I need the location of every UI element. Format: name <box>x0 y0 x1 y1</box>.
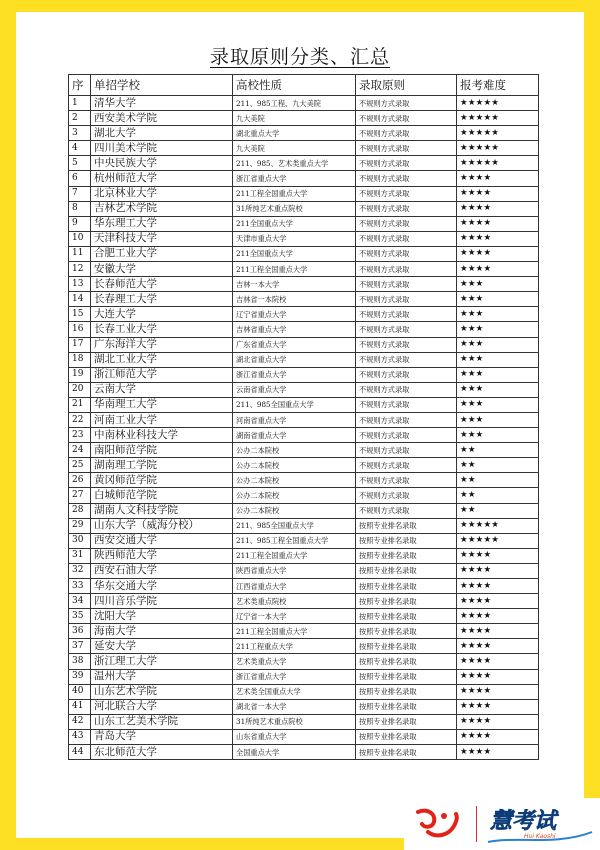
school-nature: 211全国重点大学 <box>233 246 356 261</box>
table-row <box>69 292 539 307</box>
difficulty-stars: ★★★ <box>457 322 539 337</box>
school-name: 四川音乐学院 <box>91 594 233 609</box>
hui-kaoshi-logo <box>486 802 596 846</box>
admission-rule: 按照专业排名录取 <box>356 729 457 744</box>
row-index: 6 <box>69 171 91 186</box>
school-nature: 九大美院 <box>233 111 356 126</box>
school-nature: 31所纯艺术重点院校 <box>233 714 356 729</box>
admission-rule: 不规则方式录取 <box>356 307 457 322</box>
table-row <box>69 216 539 231</box>
school-name: 吉林艺术学院 <box>91 201 233 216</box>
table-row <box>69 397 539 412</box>
school-name: 西安交通大学 <box>91 533 233 548</box>
school-name: 青岛大学 <box>91 729 233 744</box>
school-name: 浙江师范大学 <box>91 367 233 382</box>
row-index: 15 <box>69 307 91 322</box>
school-nature: 辽宁省一本大学 <box>233 609 356 624</box>
school-name: 湖北大学 <box>91 126 233 141</box>
school-name: 湖南理工学院 <box>91 458 233 473</box>
school-name: 华东理工大学 <box>91 216 233 231</box>
difficulty-stars: ★★★★ <box>457 609 539 624</box>
table-row <box>69 412 539 427</box>
school-nature: 211、985工程全国重点大学 <box>233 533 356 548</box>
red-emblem-icon <box>414 804 462 844</box>
difficulty-stars: ★★★★ <box>457 654 539 669</box>
difficulty-stars: ★★★ <box>457 352 539 367</box>
school-nature: 公办二本院校 <box>233 473 356 488</box>
row-index: 44 <box>69 745 91 760</box>
table-row <box>69 473 539 488</box>
admission-rule: 不规则方式录取 <box>356 488 457 503</box>
row-index: 9 <box>69 216 91 231</box>
header-rule: 录取原则 <box>356 75 457 96</box>
row-index: 27 <box>69 488 91 503</box>
admission-rule: 不规则方式录取 <box>356 367 457 382</box>
admission-rule: 不规则方式录取 <box>356 322 457 337</box>
difficulty-stars: ★★ <box>457 458 539 473</box>
admission-rule: 不规则方式录取 <box>356 458 457 473</box>
school-name: 合肥工业大学 <box>91 246 233 261</box>
row-index: 41 <box>69 699 91 714</box>
school-nature: 211、985全国重点大学 <box>233 518 356 533</box>
admission-table <box>68 74 539 760</box>
difficulty-stars: ★★★★★ <box>457 518 539 533</box>
school-name: 中南林业科技大学 <box>91 428 233 443</box>
school-nature: 吉林一本大学 <box>233 277 356 292</box>
row-index: 39 <box>69 669 91 684</box>
school-nature: 公办二本院校 <box>233 443 356 458</box>
school-nature: 艺术类重点院校 <box>233 594 356 609</box>
school-name: 海南大学 <box>91 624 233 639</box>
admission-rule: 按照专业排名录取 <box>356 639 457 654</box>
row-index: 21 <box>69 397 91 412</box>
table-row <box>69 533 539 548</box>
admission-rule: 不规则方式录取 <box>356 111 457 126</box>
school-name: 华南理工大学 <box>91 397 233 412</box>
difficulty-stars: ★★★★ <box>457 579 539 594</box>
admission-rule: 不规则方式录取 <box>356 126 457 141</box>
admission-rule: 不规则方式录取 <box>356 141 457 156</box>
school-name: 天津科技大学 <box>91 231 233 246</box>
table-row <box>69 699 539 714</box>
admission-rule: 按照专业排名录取 <box>356 563 457 578</box>
school-name: 浙江理工大学 <box>91 654 233 669</box>
admission-rule: 不规则方式录取 <box>356 292 457 307</box>
school-name: 长春工业大学 <box>91 322 233 337</box>
header-school: 单招学校 <box>91 75 233 96</box>
table-row <box>69 548 539 563</box>
school-name: 山东艺术学院 <box>91 684 233 699</box>
row-index: 25 <box>69 458 91 473</box>
row-index: 35 <box>69 609 91 624</box>
school-nature: 九大美院 <box>233 141 356 156</box>
school-name: 大连大学 <box>91 307 233 322</box>
table-row <box>69 111 539 126</box>
admission-rule: 不规则方式录取 <box>356 473 457 488</box>
admission-rule: 按照专业排名录取 <box>356 609 457 624</box>
table-row <box>69 337 539 352</box>
school-nature: 浙江省重点大学 <box>233 367 356 382</box>
row-index: 3 <box>69 126 91 141</box>
table-header-row <box>69 75 539 96</box>
admission-rule: 按照专业排名录取 <box>356 533 457 548</box>
admission-rule: 不规则方式录取 <box>356 352 457 367</box>
logo-separator <box>476 806 477 842</box>
difficulty-stars: ★★★★★ <box>457 141 539 156</box>
difficulty-stars: ★★ <box>457 443 539 458</box>
table-row <box>69 639 539 654</box>
difficulty-stars: ★★★★★ <box>457 126 539 141</box>
school-name: 北京林业大学 <box>91 186 233 201</box>
admission-rule: 不规则方式录取 <box>356 503 457 518</box>
table-row <box>69 262 539 277</box>
table-body <box>69 96 539 760</box>
table-row <box>69 201 539 216</box>
difficulty-stars: ★★ <box>457 473 539 488</box>
table-row <box>69 428 539 443</box>
table-row <box>69 729 539 744</box>
admission-rule: 不规则方式录取 <box>356 412 457 427</box>
row-index: 4 <box>69 141 91 156</box>
row-index: 17 <box>69 337 91 352</box>
admission-rule: 不规则方式录取 <box>356 96 457 111</box>
table-row <box>69 246 539 261</box>
row-index: 13 <box>69 277 91 292</box>
table-row <box>69 443 539 458</box>
row-index: 22 <box>69 412 91 427</box>
school-nature: 江西省重点大学 <box>233 579 356 594</box>
row-index: 23 <box>69 428 91 443</box>
table-row <box>69 714 539 729</box>
logo-brand-text: 慧考试 <box>490 809 557 834</box>
row-index: 14 <box>69 292 91 307</box>
row-index: 28 <box>69 503 91 518</box>
difficulty-stars: ★★★★ <box>457 699 539 714</box>
table-row <box>69 96 539 111</box>
difficulty-stars: ★★★★ <box>457 246 539 261</box>
row-index: 33 <box>69 579 91 594</box>
admission-rule: 不规则方式录取 <box>356 428 457 443</box>
table-row <box>69 126 539 141</box>
table-row <box>69 684 539 699</box>
admission-rule: 按照专业排名录取 <box>356 669 457 684</box>
table-row <box>69 141 539 156</box>
table-row <box>69 367 539 382</box>
table-row <box>69 594 539 609</box>
admission-rule: 不规则方式录取 <box>356 443 457 458</box>
table-row <box>69 277 539 292</box>
difficulty-stars: ★★★ <box>457 412 539 427</box>
table-row <box>69 518 539 533</box>
admission-rule: 不规则方式录取 <box>356 262 457 277</box>
difficulty-stars: ★★★★ <box>457 563 539 578</box>
row-index: 26 <box>69 473 91 488</box>
difficulty-stars: ★★★★ <box>457 714 539 729</box>
table-row <box>69 352 539 367</box>
row-index: 34 <box>69 594 91 609</box>
school-name: 湖南人文科技学院 <box>91 503 233 518</box>
school-name: 河南工业大学 <box>91 412 233 427</box>
difficulty-stars: ★★★★ <box>457 684 539 699</box>
admission-rule: 按照专业排名录取 <box>356 594 457 609</box>
school-nature: 全国重点大学 <box>233 745 356 760</box>
table-row <box>69 307 539 322</box>
table-row <box>69 186 539 201</box>
school-nature: 公办二本院校 <box>233 503 356 518</box>
difficulty-stars: ★★★★★ <box>457 96 539 111</box>
table-row <box>69 503 539 518</box>
school-name: 西安美术学院 <box>91 111 233 126</box>
header-nature: 高校性质 <box>233 75 356 96</box>
school-nature: 浙江省重点大学 <box>233 171 356 186</box>
brand-logo-area <box>404 798 600 850</box>
difficulty-stars: ★★ <box>457 503 539 518</box>
school-name: 温州大学 <box>91 669 233 684</box>
school-nature: 陕西省重点大学 <box>233 563 356 578</box>
school-name: 山东工艺美术学院 <box>91 714 233 729</box>
row-index: 5 <box>69 156 91 171</box>
school-name: 西安石油大学 <box>91 563 233 578</box>
difficulty-stars: ★★★ <box>457 337 539 352</box>
table-row <box>69 669 539 684</box>
difficulty-stars: ★★★★ <box>457 171 539 186</box>
difficulty-stars: ★★★★ <box>457 745 539 760</box>
difficulty-stars: ★★ <box>457 488 539 503</box>
difficulty-stars: ★★★ <box>457 382 539 397</box>
logo-sub-text: Hui Kaoshi <box>524 833 556 840</box>
difficulty-stars: ★★★ <box>457 428 539 443</box>
row-index: 42 <box>69 714 91 729</box>
difficulty-stars: ★★★★ <box>457 231 539 246</box>
row-index: 32 <box>69 563 91 578</box>
difficulty-stars: ★★★★ <box>457 216 539 231</box>
admission-rule: 不规则方式录取 <box>356 397 457 412</box>
row-index: 30 <box>69 533 91 548</box>
school-name: 东北师范大学 <box>91 745 233 760</box>
difficulty-stars: ★★★ <box>457 307 539 322</box>
school-name: 南阳师范学院 <box>91 443 233 458</box>
table-row <box>69 156 539 171</box>
school-nature: 吉林省一本院校 <box>233 292 356 307</box>
difficulty-stars: ★★★ <box>457 277 539 292</box>
difficulty-stars: ★★★★ <box>457 186 539 201</box>
row-index: 40 <box>69 684 91 699</box>
difficulty-stars: ★★★ <box>457 367 539 382</box>
row-index: 20 <box>69 382 91 397</box>
row-index: 31 <box>69 548 91 563</box>
difficulty-stars: ★★★★ <box>457 669 539 684</box>
school-name: 长春师范大学 <box>91 277 233 292</box>
admission-rule: 不规则方式录取 <box>356 156 457 171</box>
school-nature: 天津市重点大学 <box>233 231 356 246</box>
difficulty-stars: ★★★★ <box>457 624 539 639</box>
admission-rule: 不规则方式录取 <box>356 216 457 231</box>
row-index: 29 <box>69 518 91 533</box>
school-nature: 艺术类全国重点大学 <box>233 684 356 699</box>
admission-rule: 不规则方式录取 <box>356 231 457 246</box>
school-nature: 211工程全国重点大学 <box>233 548 356 563</box>
row-index: 18 <box>69 352 91 367</box>
document-page <box>16 12 584 838</box>
admission-rule: 不规则方式录取 <box>356 201 457 216</box>
table-row <box>69 609 539 624</box>
row-index: 12 <box>69 262 91 277</box>
row-index: 43 <box>69 729 91 744</box>
school-name: 杭州师范大学 <box>91 171 233 186</box>
admission-rule: 按照专业排名录取 <box>356 624 457 639</box>
row-index: 1 <box>69 96 91 111</box>
row-index: 10 <box>69 231 91 246</box>
admission-rule: 按照专业排名录取 <box>356 548 457 563</box>
admission-rule: 按照专业排名录取 <box>356 684 457 699</box>
school-name: 黄冈师范学院 <box>91 473 233 488</box>
row-index: 24 <box>69 443 91 458</box>
table-row <box>69 171 539 186</box>
difficulty-stars: ★★★★ <box>457 639 539 654</box>
row-index: 2 <box>69 111 91 126</box>
difficulty-stars: ★★★ <box>457 397 539 412</box>
school-name: 河北联合大学 <box>91 699 233 714</box>
school-nature: 湖南省重点大学 <box>233 428 356 443</box>
header-index: 序 <box>69 75 91 96</box>
difficulty-stars: ★★★★ <box>457 729 539 744</box>
row-index: 37 <box>69 639 91 654</box>
school-name: 华东交通大学 <box>91 579 233 594</box>
admission-rule: 不规则方式录取 <box>356 382 457 397</box>
row-index: 36 <box>69 624 91 639</box>
school-name: 四川美术学院 <box>91 141 233 156</box>
school-nature: 211、985工程、九大美院 <box>233 96 356 111</box>
school-nature: 辽宁省重点大学 <box>233 307 356 322</box>
table-row <box>69 458 539 473</box>
school-nature: 河南省重点大学 <box>233 412 356 427</box>
school-nature: 211工程全国重点大学 <box>233 186 356 201</box>
difficulty-stars: ★★★ <box>457 292 539 307</box>
school-name: 白城师范学院 <box>91 488 233 503</box>
school-name: 山东大学（威海分校） <box>91 518 233 533</box>
row-index: 38 <box>69 654 91 669</box>
admission-rule: 按照专业排名录取 <box>356 745 457 760</box>
school-name: 清华大学 <box>91 96 233 111</box>
school-nature: 山东省重点大学 <box>233 729 356 744</box>
table-row <box>69 654 539 669</box>
table-row <box>69 231 539 246</box>
admission-rule: 不规则方式录取 <box>356 186 457 201</box>
school-nature: 211全国重点大学 <box>233 216 356 231</box>
school-nature: 艺术类重点大学 <box>233 654 356 669</box>
header-difficulty: 报考难度 <box>457 75 539 96</box>
school-name: 安徽大学 <box>91 262 233 277</box>
difficulty-stars: ★★★★ <box>457 201 539 216</box>
school-nature: 吉林省重点大学 <box>233 322 356 337</box>
school-nature: 公办二本院校 <box>233 488 356 503</box>
school-name: 广东海洋大学 <box>91 337 233 352</box>
difficulty-stars: ★★★★★ <box>457 156 539 171</box>
page-title: 录取原则分类、汇总 <box>209 46 390 68</box>
school-nature: 211工程全国重点大学 <box>233 624 356 639</box>
school-nature: 浙江省重点大学 <box>233 669 356 684</box>
school-nature: 211工程全国重点大学 <box>233 262 356 277</box>
admission-rule: 不规则方式录取 <box>356 246 457 261</box>
difficulty-stars: ★★★★ <box>457 594 539 609</box>
school-nature: 湖北重点大学 <box>233 126 356 141</box>
school-nature: 公办二本院校 <box>233 458 356 473</box>
table-row <box>69 563 539 578</box>
admission-rule: 不规则方式录取 <box>356 277 457 292</box>
table-row <box>69 745 539 760</box>
school-name: 延安大学 <box>91 639 233 654</box>
row-index: 11 <box>69 246 91 261</box>
school-name: 云南大学 <box>91 382 233 397</box>
table-row <box>69 579 539 594</box>
table-row <box>69 382 539 397</box>
school-name: 陕西师范大学 <box>91 548 233 563</box>
school-nature: 湖北省重点大学 <box>233 352 356 367</box>
school-nature: 31所纯艺术重点院校 <box>233 201 356 216</box>
school-name: 长春理工大学 <box>91 292 233 307</box>
school-name: 中央民族大学 <box>91 156 233 171</box>
admission-rule: 按照专业排名录取 <box>356 714 457 729</box>
difficulty-stars: ★★★★★ <box>457 533 539 548</box>
admission-rule: 不规则方式录取 <box>356 337 457 352</box>
table-row <box>69 322 539 337</box>
difficulty-stars: ★★★★ <box>457 548 539 563</box>
school-nature: 湖北省一本大学 <box>233 699 356 714</box>
table-row <box>69 624 539 639</box>
school-name: 沈阳大学 <box>91 609 233 624</box>
row-index: 7 <box>69 186 91 201</box>
school-nature: 211、985、艺术类重点大学 <box>233 156 356 171</box>
admission-rule: 不规则方式录取 <box>356 171 457 186</box>
difficulty-stars: ★★★★ <box>457 262 539 277</box>
row-index: 8 <box>69 201 91 216</box>
admission-rule: 按照专业排名录取 <box>356 518 457 533</box>
admission-rule: 按照专业排名录取 <box>356 579 457 594</box>
admission-rule: 按照专业排名录取 <box>356 654 457 669</box>
school-nature: 云南省重点大学 <box>233 382 356 397</box>
school-nature: 广东省重点大学 <box>233 337 356 352</box>
school-name: 湖北工业大学 <box>91 352 233 367</box>
row-index: 19 <box>69 367 91 382</box>
row-index: 16 <box>69 322 91 337</box>
school-nature: 211、985全国重点大学 <box>233 397 356 412</box>
difficulty-stars: ★★★★★ <box>457 111 539 126</box>
school-nature: 211工程重点大学 <box>233 639 356 654</box>
table-row <box>69 488 539 503</box>
admission-rule: 按照专业排名录取 <box>356 699 457 714</box>
